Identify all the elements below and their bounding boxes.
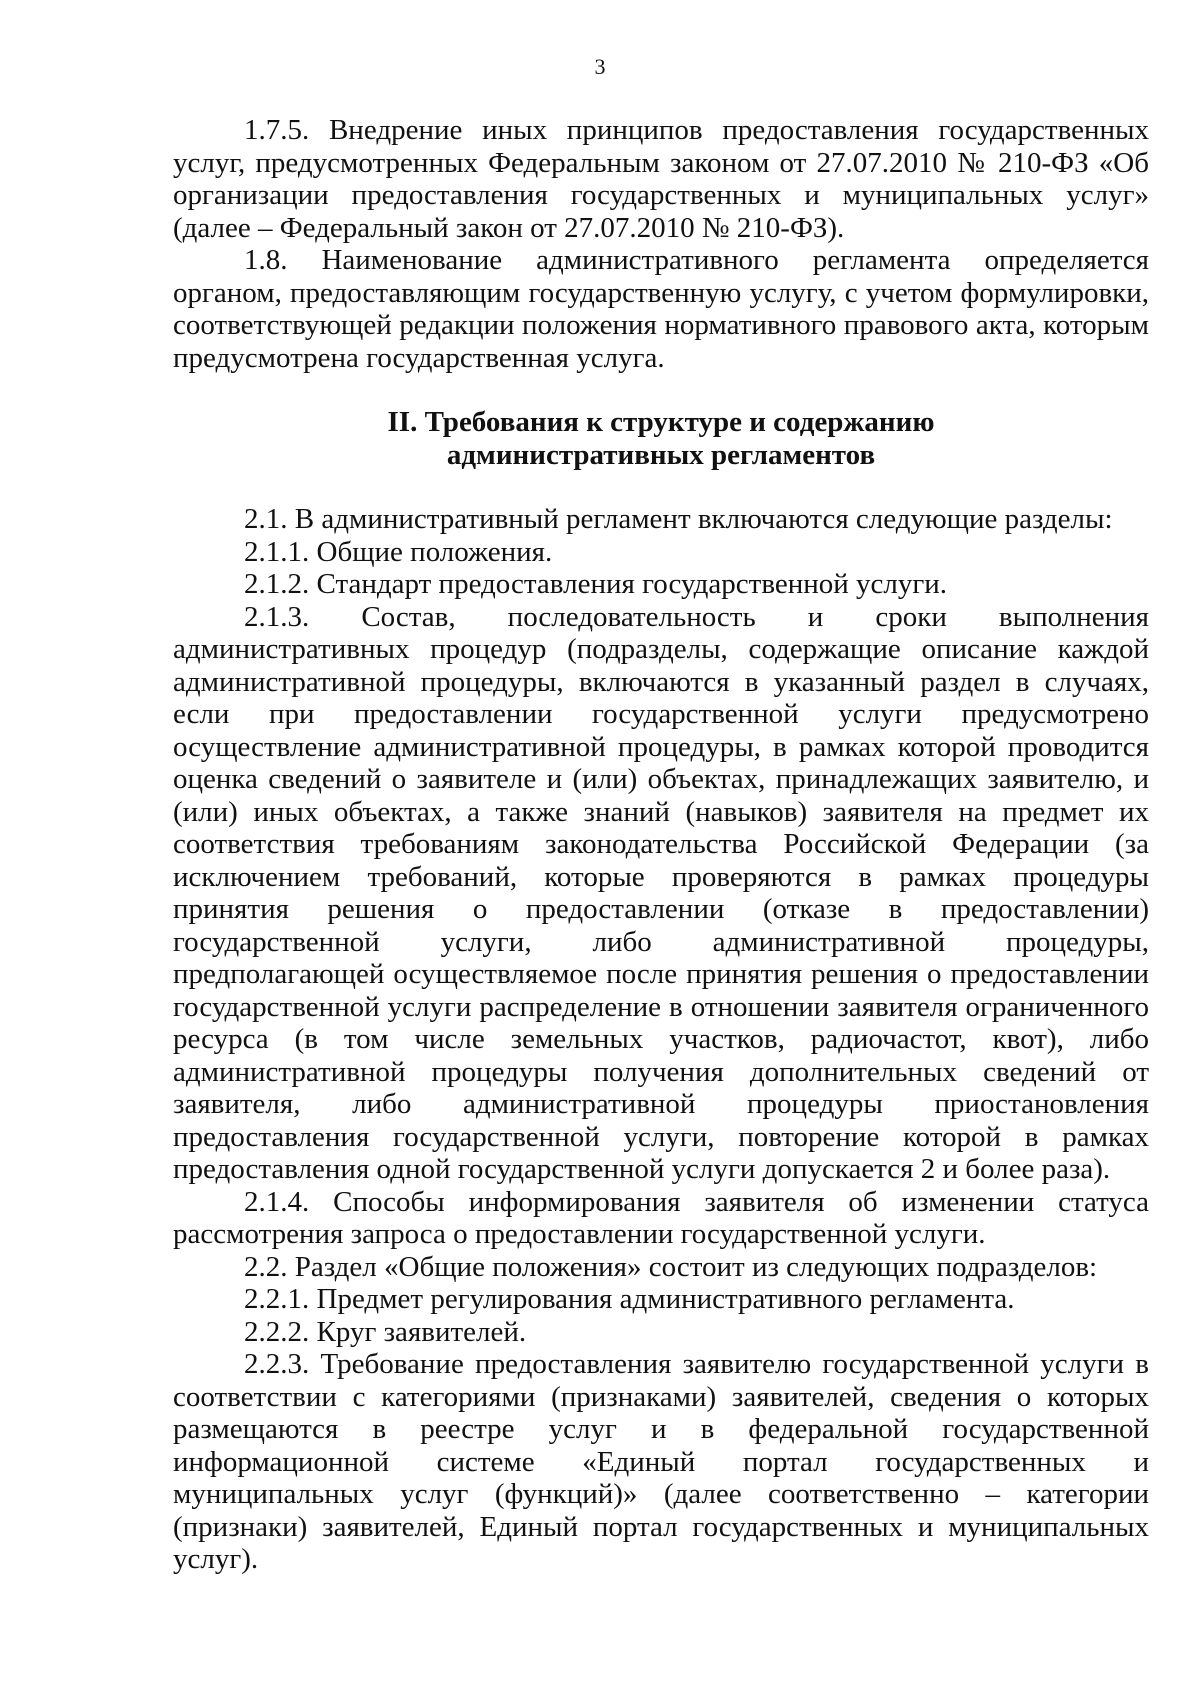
- paragraph-2-2-3: 2.2.3. Требование предоставления заявителю государственной услуги в соответствии с категориями (признаками) заявителей, сведения о которых размещаются в реестре услуг и в федеральной государственной информационной системе «Единый портал государственных и муниципальных услуг (функций)» (далее соответственно – категории (признаки) заявителей, Единый портал государственных и муниципальных услуг).: [173, 1348, 1149, 1575]
- paragraph-2-1-2: 2.1.2. Стандарт предоставления государственной услуги.: [244, 568, 948, 600]
- page-number: 3: [594, 54, 606, 79]
- paragraph-2-2: 2.2. Раздел «Общие положения» состоит из следующих подразделов:: [244, 1250, 1098, 1283]
- document-body: [173, 114, 1149, 1576]
- paragraph-2-1: 2.1. В административный регламент включаются следующие разделы:: [244, 503, 1113, 535]
- paragraph-2-1-3: 2.1.3. Состав, последовательность и сроки выполнения административных процедур (подразделы, содержащие описание каждой административной процедуры, включаются в указанный раздел в случаях, если при предоставлении государственной услуги предусмотрено осуществление административной процедуры, в рамках которой проводится оценка сведений о заявителе и (или) объектах, принадлежащих заявителю, и (или) иных объектах, а также знаний (навыков) заявителя на предмет их соответствия требованиям законодательства Российской Федерации (за исключением требований, которые проверяются в рамках процедуры принятия решения о предоставлении (отказе в предоставлении) государственной услуги, либо административной процедуры, предполагающей осуществляемое после принятия решения о предоставлении государственной услуги распределение в отношении заявителя ограниченного ресурса (в том числе земельных участков, радиочастот, квот), либо административной процедуры получения дополнительных сведений от заявителя, либо административной процедуры приостановления предоставления государственной услуги, повторение которой в рамках предоставления одной государственной услуги допускается 2 и более раза).: [173, 600, 1149, 1185]
- paragraph-2-1-4: 2.1.4. Способы информирования заявителя об изменении статуса рассмотрения запроса о предоставлении государственной услуги.: [173, 1185, 1149, 1250]
- paragraph-1-8: 1.8. Наименование административного регламента определяется органом, предоставляющим государственную услугу, с учетом формулировки, соответствующей редакции положения нормативного правового акта, которым предусмотрена государственная услуга.: [173, 244, 1149, 374]
- section-heading: [173, 406, 1149, 471]
- paragraph-2-1-1: 2.1.1. Общие положения.: [244, 535, 553, 568]
- paragraph-2-2-2: 2.2.2. Круг заявителей.: [244, 1315, 527, 1348]
- paragraph-1-7-5: 1.7.5. Внедрение иных принципов предоставления государственных услуг, предусмотренных Федеральным законом от 27.07.2010 № 210-ФЗ «Об организации предоставления государственных и муниципальных услуг» (далее – Федеральный закон от 27.07.2010 № 210-ФЗ).: [173, 114, 1149, 244]
- section-heading-line-1: II. Требования к структуре и содержанию: [387, 406, 935, 438]
- section-heading-line-2: административных регламентов: [446, 438, 876, 471]
- paragraph-2-2-1: 2.2.1. Предмет регулирования административного регламента.: [244, 1283, 1015, 1315]
